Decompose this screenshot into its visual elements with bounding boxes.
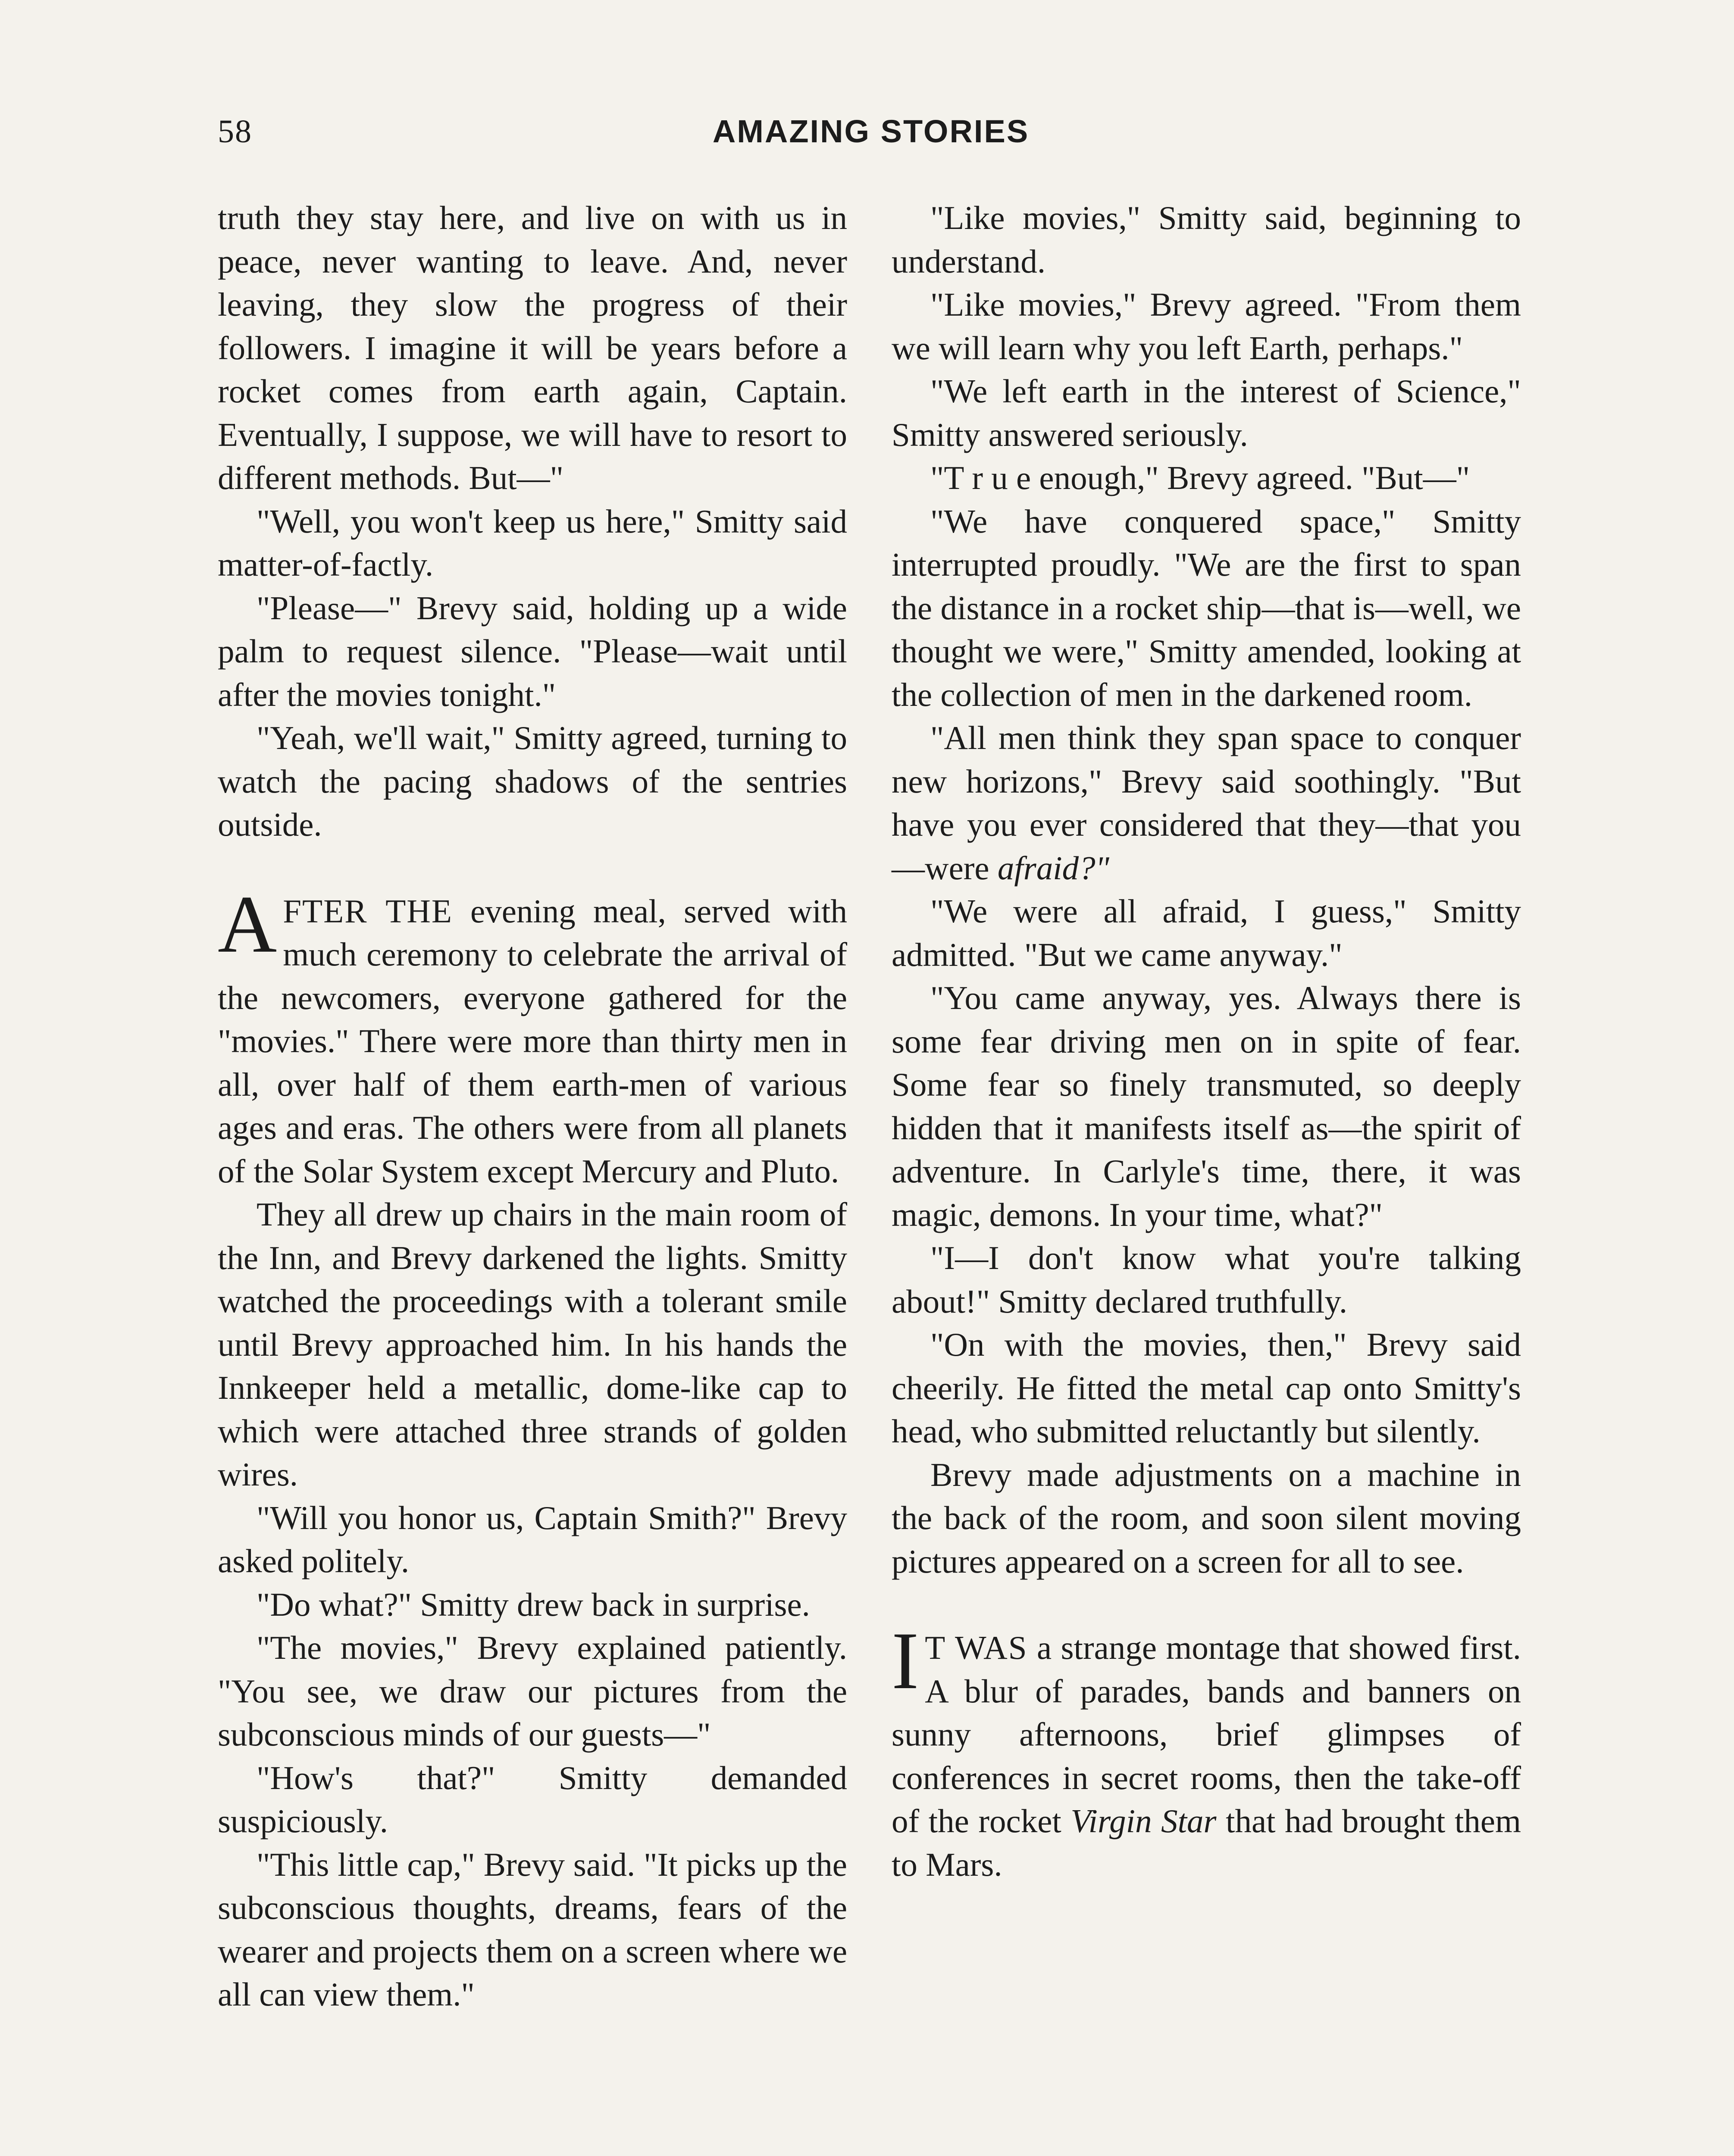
paragraph-text: evening meal, served with much ceremony to celebrate the arrival of the newcomers, everyone gathered for the "movies." There were more than thirty men in all, over half of them earth-men of various ages and eras. The others were from all planets of the Solar System except Mercury and Pluto. [218,892,847,1190]
paragraph: "Well, you won't keep us here," Smitty said matter-of-factly. [218,502,847,583]
paragraph: "Like movies," Brevy agreed. "From them we will learn why you left Earth, perhaps." [892,286,1521,367]
paragraph: "We were all afraid, I guess," Smitty admitted. "But we came anyway." [892,893,1521,973]
paragraph: "We left earth in the interest of Science," Smitty answered seriously. [892,373,1521,453]
paragraph: "We have conquered space," Smitty interrupted proudly. "We are the first to span the distance in a rocket ship—that is—well, we thought we were," Smitty amended, looking at the collection of men in the darkened room. [892,502,1521,713]
paragraph: "Please—" Brevy said, holding up a wide palm to request silence. "Please—wait until after the movies tonight." [218,589,847,713]
paragraph: "The movies," Brevy explained patiently. "You see, we draw our pictures from the subconscious minds of our guests—" [218,1629,847,1753]
paragraph-text: that had brought them to Mars. [892,1802,1521,1883]
paragraph: "Yeah, we'll wait," Smitty agreed, turning to watch the pacing shadows of the sentries outside. [218,719,847,843]
paragraph: "T r u e enough," Brevy agreed. "But—" [930,459,1470,496]
section-paragraph [218,879,847,1193]
right-column [892,196,1521,1886]
drop-cap: A [218,879,277,970]
paragraph: They all drew up chairs in the main room of the Inn, and Brevy darkened the lights. Smitty watched the proceedings with a tolerant smile until Brevy approached him. In his hands the Innkeeper held a metallic, dome-like cap to which were attached three strands of golden wires. [218,1196,847,1493]
drop-cap: I [892,1616,919,1706]
paragraph [892,716,1521,890]
left-column [218,196,847,2016]
paragraph: "This little cap," Brevy said. "It picks up the subconscious thoughts, dreams, fears of the wearer and projects them on a screen where we all can view them." [218,1846,847,2013]
lead-in: T WAS [925,1629,1028,1666]
paragraph: "I—I don't know what you're talking about!" Smitty declared truthfully. [892,1239,1521,1320]
paragraph: "Like movies," Smitty said, beginning to understand. [892,199,1521,280]
paragraph: "How's that?" Smitty demanded suspiciously. [218,1759,847,1839]
paragraph: Brevy made adjustments on a machine in the back of the room, and soon silent moving pictures appeared on a screen for all to see. [892,1456,1521,1580]
running-head: AMAZING STORIES [712,113,1030,149]
paragraph-text: a strange montage that showed first. A blur of parades, bands and banners on sunny afternoons, brief glimpses of conferences in secret rooms, then the take-off of the rocket [892,1629,1521,1839]
page-number: 58 [218,113,252,150]
lead-in: FTER THE [283,892,453,930]
page-header [218,113,1524,165]
paragraph-text: "All men think they span space to conquer new horizons," Brevy said soothingly. "But have you ever considered that they—that you—were [892,719,1521,887]
paragraph: "Will you honor us, Captain Smith?" Brevy asked politely. [218,1499,847,1579]
paragraph: "Do what?" Smitty drew back in surprise. [257,1586,810,1623]
section-paragraph [892,1616,1521,1886]
italic-text: Virgin Star [1070,1802,1217,1839]
italic-text: afraid?" [997,849,1109,887]
paragraph: truth they stay here, and live on with us in peace, never wanting to leave. And, never leaving, they slow the progress of their followers. I imagine it will be years before a rocket comes from earth again, Captain. Eventually, I suppose, we will have to resort to different methods. But—" [218,199,847,496]
paragraph: "On with the movies, then," Brevy said cheerily. He fitted the metal cap onto Smitty's head, who submitted reluctantly but silently. [892,1326,1521,1450]
paragraph: "You came anyway, yes. Always there is some fear driving men on in spite of fear. Some fear so finely transmuted, so deeply hidden that it manifests itself as—the spirit of adventure. In Carlyle's time, there, it was magic, demons. In your time, what?" [892,979,1521,1233]
